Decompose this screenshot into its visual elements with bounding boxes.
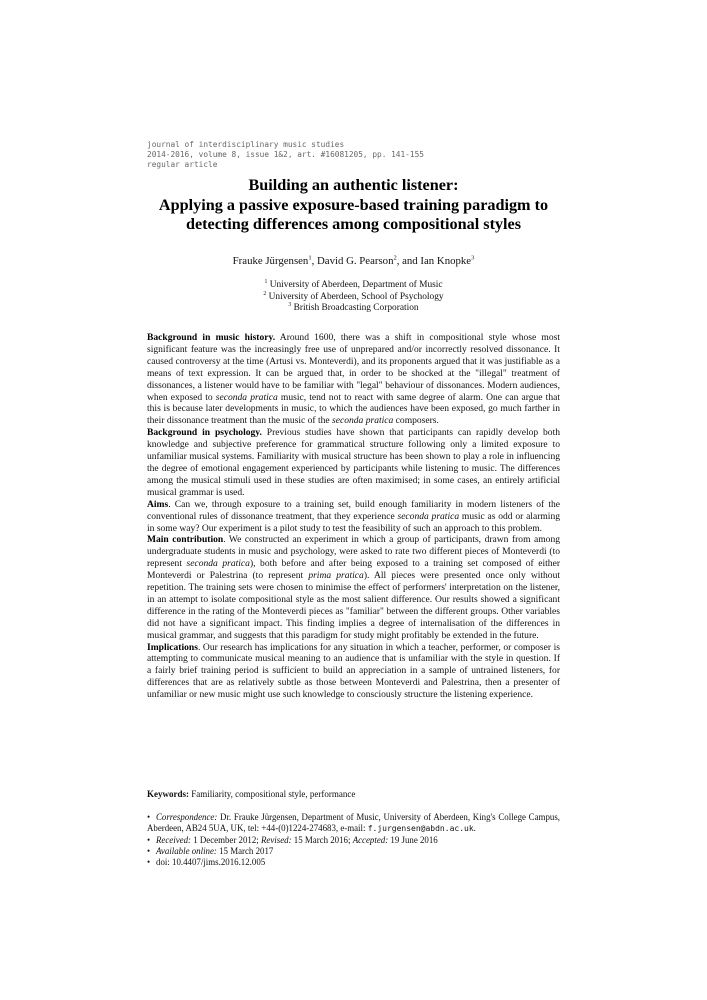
email-link[interactable]: f.jurgensen@abdn.ac.uk	[367, 824, 474, 834]
doi-link[interactable]: doi: 10.4407/jims.2016.12.005	[156, 857, 266, 868]
bullet-icon: •	[147, 812, 151, 822]
author-2: David G. Pearson	[317, 255, 394, 267]
journal-issue-info: 2014-2016, volume 8, issue 1&2, art. #16081205, pp. 141-155	[147, 150, 424, 159]
article-notes	[147, 812, 560, 868]
paper-title	[110, 176, 597, 235]
keywords-heading: Keywords:	[147, 789, 189, 799]
author-list	[110, 254, 597, 268]
abstract-psychology: Background in psychology. Previous studies have shown that participants can rapidly develop both knowledge and subjective preference for grammatical structure following only a limited exposure to unfamiliar musical systems. Familiarity with musical structure has been shown to play a role in influencing the degree of emotional engagement experienced by participants while listening to music. The differences among the musical stimuli used in these studies are often maximised; in some cases, an entirely artificial musical grammar is used.	[147, 427, 560, 498]
title-line-2: Applying a passive exposure-based training paradigm to	[158, 195, 549, 214]
journal-header	[147, 140, 567, 170]
keywords	[147, 789, 560, 800]
abstract-aims: Aims. Can we, through exposure to a training set, build enough familiarity in modern listeners of the conventional rules of dissonance treatment, that they experience seconda pratica music as odd or alarming in some way? Our experiment is a pilot study to test the feasibility of such an approach to this problem.	[147, 498, 561, 534]
author-3: Ian Knopke	[420, 255, 472, 267]
section-heading: Main contribution	[147, 534, 224, 546]
author-2-affil: 2	[393, 254, 397, 262]
article-type: regular article	[147, 160, 218, 169]
abstract	[147, 332, 560, 701]
author-1-affil: 1	[308, 254, 312, 262]
author-1: Frauke Jürgensen	[232, 255, 309, 267]
author-separator: ,	[311, 255, 317, 267]
keywords-list: Familiarity, compositional style, performance	[189, 789, 356, 799]
affiliation-1: $^1$ University of Aberdeen, Department of Music	[264, 278, 443, 290]
section-heading: Implications	[147, 641, 198, 653]
bullet-icon: •	[147, 845, 151, 856]
dates-note: • Received: 1 December 2012; Revised: 15 March 2016; Accepted: 19 June 2016	[147, 834, 438, 845]
journal-name: journal of interdisciplinary music studies	[147, 140, 345, 149]
abstract-implications: Implications. Our research has implications for any situation in which a teacher, performer, or composer is attempting to communicate musical meaning to an audience that is unfamiliar with the style in question. If a fairly brief training period is sufficient to build an appreciation in a sample of untrained listeners, for differences that are as relatively subtle as those between Monteverdi and Palestrina, then a presenter of unfamiliar or new music might use such knowledge to consciously structure the listening experience.	[147, 641, 560, 701]
author-separator: , and	[396, 255, 421, 267]
author-3-affil: 3	[471, 254, 475, 262]
online-note: • Available online: 15 March 2017	[147, 845, 274, 856]
correspondence-note: • Correspondence: Dr. Frauke Jürgensen, Department of Music, University of Aberdeen, King's College Campus, Aberdeen, AB24 5UA, UK, tel: +44-(0)1224-274683, e-mail: f.jurgensen@abdn.ac.uk.	[147, 812, 560, 834]
bullet-icon: •	[147, 857, 151, 868]
doi-note	[147, 857, 560, 868]
abstract-history: Background in music history. Around 1600, there was a shift in compositional style whose most significant feature was the increasingly free use of unprepared and/or incorrectly resolved dissonance. It caused controversy at the time (Artusi vs. Monteverdi), and its proponents argued that it was justifiable as a means of text expression. It can be argued that, in order to be shocked at the "illegal" treatment of dissonances, a listener would have to be familiar with "legal" behaviour of dissonances. Modern audiences, when exposed to seconda pratica music, tend not to react with same degree of alarm. One can argue that this is because later developments in music, to which the audiences have been exposed, go much farther in their dissonance treatment than the music of the seconda pratica composers.	[147, 332, 561, 427]
affiliation-2: $^2$ University of Aberdeen, School of Psychology	[263, 290, 444, 302]
title-line-1: Building an authentic listener:	[248, 176, 459, 194]
title-line-3: detecting differences among compositional styles	[185, 215, 522, 233]
affiliation-3: $^3$ British Broadcasting Corporation	[288, 302, 419, 314]
bullet-icon: •	[147, 834, 151, 845]
section-heading: Background in music history.	[147, 332, 276, 343]
affiliation-list	[110, 280, 597, 315]
section-heading: Background in psychology.	[147, 427, 262, 439]
section-heading: Aims	[147, 498, 169, 510]
abstract-main-contribution: Main contribution. We constructed an experiment in which a group of participants, drawn from among undergraduate students in music and psychology, were asked to rate two different pieces of Monteverdi (to represent seconda pratica), both before and after being exposed to a training set composed of either Monteverdi or Palestrina (to represent prima pratica). All pieces were presented once only without repetition. The training sets were chosen to minimise the effect of performers' interpretation on the listener, in an attempt to isolate compositional style as the most salient difference. Our results showed a significant difference in the rating of the Monteverdi pieces as "familiar" between the different groups. Other variables did not have a significant impact. This finding implies a degree of internalisation of the differences in musical grammar, and suggests that this paradigm for study might profitably be extended in the future.	[147, 534, 561, 641]
